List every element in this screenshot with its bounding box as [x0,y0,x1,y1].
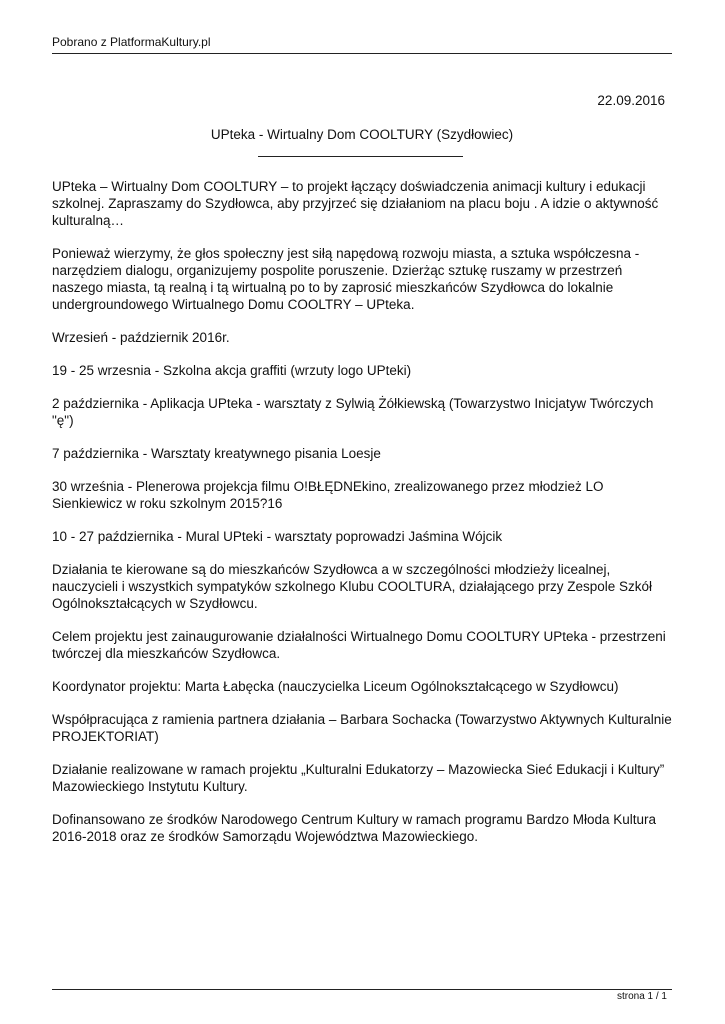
paragraph-funding: Dofinansowano ze środków Narodowego Centrum Kultury w ramach programu Bardzo Młoda Kultura 2016-2018 oraz ze środków Samorządu Województwa Mazowieckiego. [52,812,657,844]
document-title: UPteka - Wirtualny Dom COOLTURY (Szydłowiec) [210,127,514,142]
paragraph-coordinator: Koordynator projektu: Marta Łabęcka (nauczycielka Liceum Ogólnokształcącego w Szydłowcu) [52,679,619,694]
schedule-item-writing-workshop: 7 października - Warsztaty kreatywnego pisania Loesje [52,446,381,461]
paragraph-motivation: Ponieważ wierzymy, że głos społeczny jest siłą napędową rozwoju miasta, a sztuka współczesna - narzędziem dialogu, organizujemy pospolite poruszenie. Dzierżąc sztukę ruszamy w przestrzeń naszego miasta, tą realną i tą wirtualną po to by zaprosić mieszkańców Szydłowca do lokalnie undergroundowego Wirtualnego Domu COOLTRY – UPteka. [52,246,640,312]
title-underline [258,156,463,157]
paragraph-partner: Współpracująca z ramienia partnera działania – Barbara Sochacka (Towarzystwo Aktywnych Kulturalnie PROJEKTORIAT) [52,712,672,744]
paragraph-period: Wrzesień - październik 2016r. [52,330,230,345]
document-date: 22.09.2016 [597,93,665,108]
paragraph-program: Działanie realizowane w ramach projektu „Kulturalni Edukatorzy – Mazowiecka Sieć Edukacji i Kultury” Mazowieckiego Instytutu Kultury. [52,762,665,794]
paragraph-intro: UPteka – Wirtualny Dom COOLTURY – to projekt łączący doświadczenia animacji kultury i edukacji szkolnej. Zapraszamy do Szydłowca, aby przyjrzeć się działaniom na placu boju . A idzie o aktywność kulturalną… [52,179,659,228]
paragraph-audience: Działania te kierowane są do mieszkańców Szydłowca a w szczególności młodzieży licealnej, nauczycieli i wszystkich sympatyków szkolnego Klubu COOLTURA, działającego przy Zespole Szkół Ogólnokształcących w Szydłowcu. [52,562,652,611]
header-source: Pobrano z PlatformaKultury.pl [52,35,211,49]
page-header [52,35,672,54]
schedule-item-app-workshop: 2 października - Aplikacja UPteka - warsztaty z Sylwią Żółkiewską (Towarzystwo Inicjatyw Twórczych "ę") [52,396,654,428]
schedule-item-film-screening: 30 września - Plenerowa projekcja filmu O!BŁĘDNEkino, zrealizowanego przez młodzież LO Sienkiewicz w roku szkolnym 2015?16 [52,479,604,511]
schedule-item-mural: 10 - 27 października - Mural UPteki - warsztaty poprowadzi Jaśmina Wójcik [52,529,503,544]
paragraph-goal: Celem projektu jest zainaugurowanie działalności Wirtualnego Domu COOLTURY UPteka - przestrzeni twórczej dla mieszkańców Szydłowca. [52,629,666,661]
document-body [52,178,674,861]
schedule-item-graffiti: 19 - 25 wrzesnia - Szkolna akcja graffiti (wrzuty logo UPteki) [52,363,412,378]
footer-divider [52,989,672,990]
page-number: strona 1 / 1 [616,991,667,1002]
